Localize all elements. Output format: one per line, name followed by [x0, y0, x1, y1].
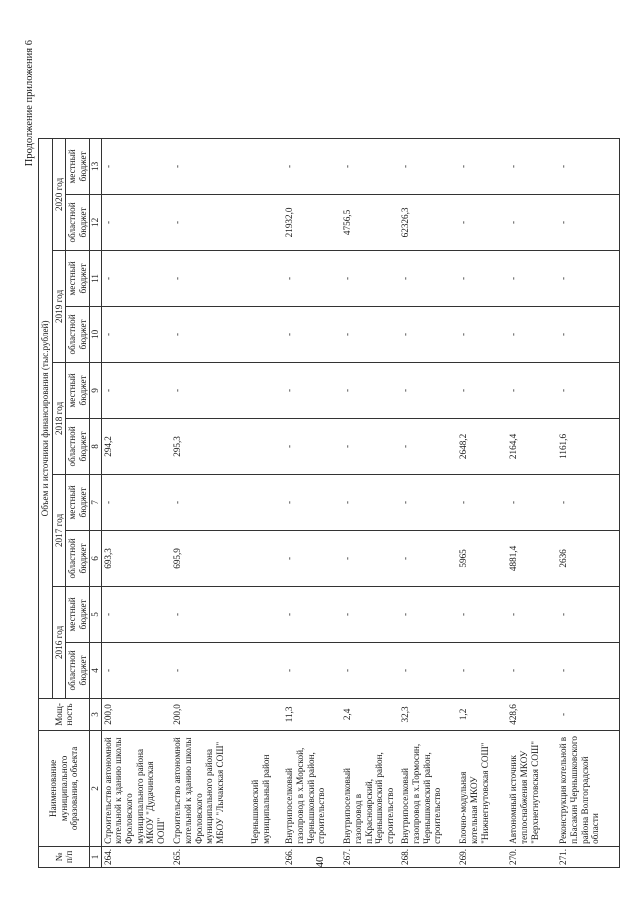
- cell-value: -: [171, 586, 249, 642]
- cell-no: 267.: [341, 846, 399, 867]
- subheader-regional: областной бюджет: [66, 530, 90, 586]
- cell-value: -: [557, 474, 619, 530]
- cell-no: 266.: [283, 846, 341, 867]
- cell-value: -: [283, 362, 341, 418]
- table-row: [283, 138, 341, 867]
- cell-value: -: [101, 194, 171, 250]
- table-row: [101, 138, 171, 867]
- cell-value: -: [283, 586, 341, 642]
- cell-power: 32,3: [399, 698, 457, 730]
- year-header: 2016 год: [52, 586, 66, 698]
- col-number: 2: [90, 730, 102, 846]
- cell-value: -: [399, 362, 457, 418]
- cell-value: -: [457, 362, 507, 418]
- cell-value: -: [399, 250, 457, 306]
- cell-value: -: [101, 138, 171, 194]
- cell-power: 2,4: [341, 698, 399, 730]
- cell-empty: [249, 306, 283, 362]
- cell-value: -: [557, 642, 619, 698]
- cell-value: -: [283, 250, 341, 306]
- cell-power: -: [557, 698, 619, 730]
- col-number: 1: [90, 846, 102, 867]
- cell-value: -: [101, 474, 171, 530]
- cell-value: -: [341, 306, 399, 362]
- subheader-local: местный бюджет: [66, 586, 90, 642]
- cell-empty: [249, 642, 283, 698]
- cell-value: -: [341, 642, 399, 698]
- cell-value: -: [171, 306, 249, 362]
- col-number: 13: [90, 138, 102, 194]
- col-number: 11: [90, 250, 102, 306]
- cell-value: -: [341, 586, 399, 642]
- cell-empty: [249, 418, 283, 474]
- subheader-local: местный бюджет: [66, 362, 90, 418]
- cell-name: Строительство автономной котельной к зданию школы Фроловского муниципального района МКОУ "Дудачинская ООШ": [101, 730, 171, 846]
- cell-value: -: [283, 530, 341, 586]
- cell-empty: [249, 698, 283, 730]
- col-header-power: Мощ- ность: [39, 698, 90, 730]
- cell-value: -: [457, 250, 507, 306]
- cell-value: 295,3: [171, 418, 249, 474]
- cell-value: -: [457, 474, 507, 530]
- table-row: [457, 138, 507, 867]
- cell-value: -: [507, 194, 557, 250]
- cell-value: 2636: [557, 530, 619, 586]
- district-row: [249, 138, 283, 867]
- cell-value: 62326,3: [399, 194, 457, 250]
- year-header: 2018 год: [52, 362, 66, 474]
- cell-value: 1161,6: [557, 418, 619, 474]
- cell-value: -: [457, 194, 507, 250]
- year-header: 2019 год: [52, 250, 66, 362]
- col-number: 3: [90, 698, 102, 730]
- subheader-regional: областной бюджет: [66, 194, 90, 250]
- cell-no: [249, 846, 283, 867]
- cell-value: -: [557, 250, 619, 306]
- cell-power: 428,6: [507, 698, 557, 730]
- cell-empty: [249, 138, 283, 194]
- cell-value: 2164,4: [507, 418, 557, 474]
- cell-value: -: [457, 642, 507, 698]
- cell-value: 695,9: [171, 530, 249, 586]
- col-number: 4: [90, 642, 102, 698]
- cell-value: -: [457, 306, 507, 362]
- cell-value: -: [101, 362, 171, 418]
- cell-value: -: [171, 642, 249, 698]
- cell-name: Блочно-модульная котельная МКОУ "Нижнегнутовская СОШ": [457, 730, 507, 846]
- cell-value: -: [283, 474, 341, 530]
- cell-value: -: [507, 474, 557, 530]
- col-number: 5: [90, 586, 102, 642]
- cell-value: -: [399, 530, 457, 586]
- cell-value: 4756,5: [341, 194, 399, 250]
- year-header: 2020 год: [52, 138, 66, 250]
- cell-value: -: [457, 586, 507, 642]
- subheader-local: местный бюджет: [66, 474, 90, 530]
- cell-value: 2648,2: [457, 418, 507, 474]
- cell-value: -: [557, 194, 619, 250]
- cell-no: 269.: [457, 846, 507, 867]
- cell-empty: [249, 530, 283, 586]
- cell-power: 1,2: [457, 698, 507, 730]
- cell-value: -: [399, 138, 457, 194]
- cell-name: Внутрипоселковый газопровод в х.Тормосин, Чернышковский район, строительство: [399, 730, 457, 846]
- cell-value: 21932,0: [283, 194, 341, 250]
- cell-value: -: [341, 362, 399, 418]
- col-number: 8: [90, 418, 102, 474]
- cell-value: -: [557, 362, 619, 418]
- cell-value: -: [171, 474, 249, 530]
- cell-name: Внутрипоселковый газопровод в п.Красноярский, Чернышковский район, строительство: [341, 730, 399, 846]
- table-row: [399, 138, 457, 867]
- cell-no: 271.: [557, 846, 619, 867]
- subheader-local: местный бюджет: [66, 250, 90, 306]
- table-row: [507, 138, 557, 867]
- column-number-row: [90, 138, 102, 867]
- cell-name: Строительство автономной котельной к зданию школы Фроловского муниципального района МБОУ "Лычакская СОШ": [171, 730, 249, 846]
- appendix-caption: Продолжение приложения 6: [24, 40, 35, 167]
- cell-value: -: [341, 530, 399, 586]
- cell-no: 268.: [399, 846, 457, 867]
- cell-empty: [249, 250, 283, 306]
- cell-value: 693,3: [101, 530, 171, 586]
- cell-name: Реконструкция котельной в п.Басакин Чернышковского района Волгоградской области: [557, 730, 619, 846]
- cell-no: 264.: [101, 846, 171, 867]
- cell-value: -: [101, 586, 171, 642]
- year-header: 2017 год: [52, 474, 66, 586]
- page-number: 40: [314, 856, 326, 868]
- cell-value: 4881,4: [507, 530, 557, 586]
- cell-value: -: [399, 306, 457, 362]
- cell-power: 200,0: [101, 698, 171, 730]
- cell-value: -: [171, 250, 249, 306]
- col-number: 9: [90, 362, 102, 418]
- cell-value: -: [457, 138, 507, 194]
- cell-value: -: [101, 306, 171, 362]
- cell-value: -: [341, 250, 399, 306]
- cell-value: -: [399, 642, 457, 698]
- subheader-regional: областной бюджет: [66, 642, 90, 698]
- cell-value: 5965: [457, 530, 507, 586]
- cell-empty: [249, 362, 283, 418]
- col-number: 6: [90, 530, 102, 586]
- cell-no: 265.: [171, 846, 249, 867]
- cell-value: -: [101, 642, 171, 698]
- col-number: 12: [90, 194, 102, 250]
- cell-value: -: [507, 362, 557, 418]
- cell-value: -: [101, 250, 171, 306]
- cell-value: -: [399, 418, 457, 474]
- subheader-regional: областной бюджет: [66, 306, 90, 362]
- col-header-no: № п/п: [39, 846, 90, 867]
- cell-power: 11,3: [283, 698, 341, 730]
- table-row: [341, 138, 399, 867]
- col-header-name: Наименование муниципального образования, объекта: [39, 730, 90, 846]
- district-name: Чернышковский муниципальный район: [249, 730, 283, 846]
- cell-value: -: [283, 418, 341, 474]
- col-number: 10: [90, 306, 102, 362]
- cell-value: -: [557, 138, 619, 194]
- subheader-regional: областной бюджет: [66, 418, 90, 474]
- cell-value: -: [341, 418, 399, 474]
- cell-value: -: [557, 586, 619, 642]
- col-header-funding: Объем и источники финансирования (тыс.рублей): [39, 138, 53, 698]
- cell-value: -: [507, 306, 557, 362]
- cell-value: -: [399, 474, 457, 530]
- cell-value: -: [341, 138, 399, 194]
- cell-name: Автономный источник теплоснабжения МКОУ "Верхнегнутовская СОШ": [507, 730, 557, 846]
- subheader-local: местный бюджет: [66, 138, 90, 194]
- cell-value: -: [399, 586, 457, 642]
- cell-empty: [249, 586, 283, 642]
- cell-value: -: [171, 138, 249, 194]
- col-number: 7: [90, 474, 102, 530]
- cell-value: -: [283, 138, 341, 194]
- cell-value: -: [557, 306, 619, 362]
- cell-value: 294,2: [101, 418, 171, 474]
- cell-value: -: [283, 642, 341, 698]
- cell-value: -: [341, 474, 399, 530]
- cell-power: 200,0: [171, 698, 249, 730]
- cell-value: -: [283, 306, 341, 362]
- table-row: [171, 138, 249, 867]
- cell-value: -: [171, 362, 249, 418]
- cell-value: -: [507, 250, 557, 306]
- cell-name: Внутрипоселковый газопровод в х.Морской, Чернышковский район, строительство: [283, 730, 341, 846]
- cell-empty: [249, 194, 283, 250]
- funding-table: [38, 138, 620, 868]
- cell-empty: [249, 474, 283, 530]
- cell-no: 270.: [507, 846, 557, 867]
- table-body: [101, 138, 619, 867]
- cell-value: -: [507, 642, 557, 698]
- cell-value: -: [171, 194, 249, 250]
- table-row: [557, 138, 619, 867]
- cell-value: -: [507, 586, 557, 642]
- cell-value: -: [507, 138, 557, 194]
